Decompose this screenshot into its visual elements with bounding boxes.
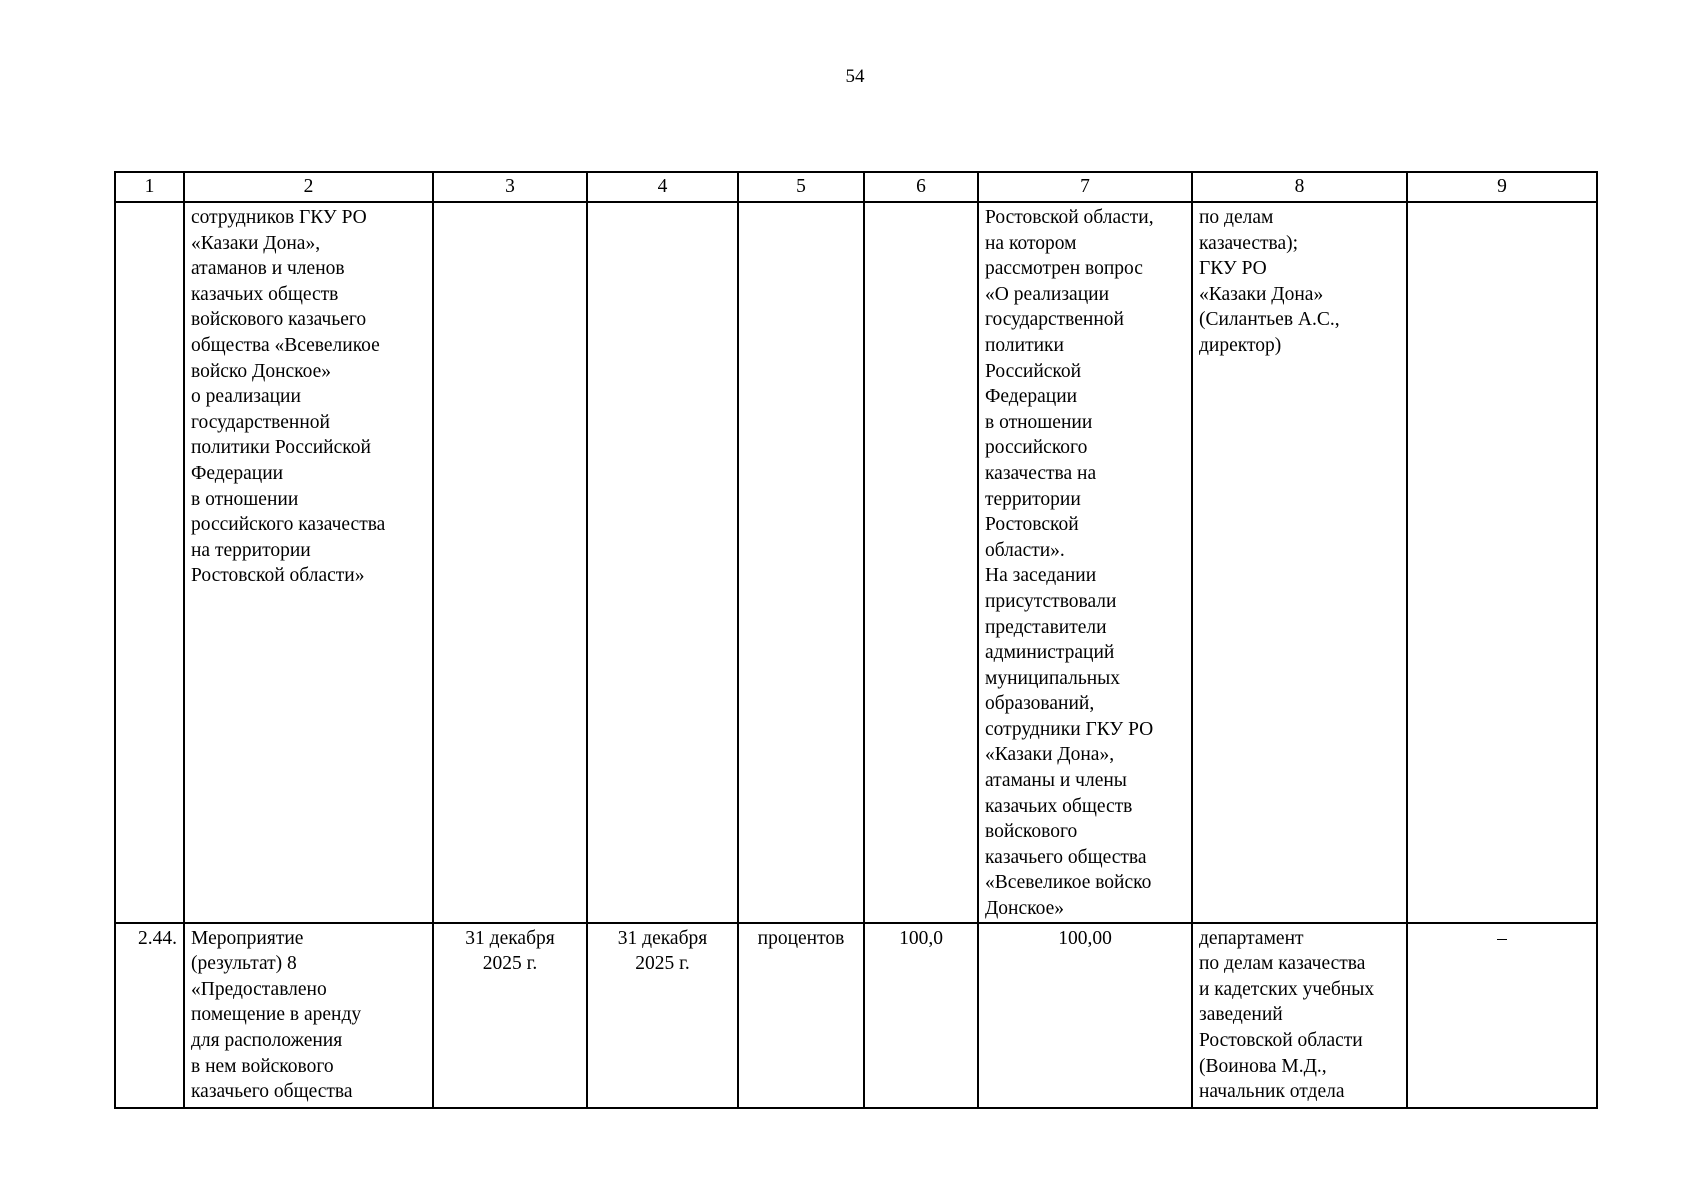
column-header: 4 xyxy=(587,172,738,202)
table-cell xyxy=(738,202,864,923)
table-cell xyxy=(433,202,587,923)
table-cell: Ростовской области, на котором рассмотрен вопрос «О реализации государственной политики Российской Федерации в отношении российского казачества на территории Ростовской области». На заседании присутствовали представители администраций муниципальных образований, сотрудники ГКУ РО «Казаки Дона», атаманы и члены казачьих обществ войскового казачьего общества «Всевеликое войско Донское» xyxy=(978,202,1192,923)
table-cell: Мероприятие (результат) 8 «Предоставлено помещение в аренду для расположения в нем войскового казачьего общества xyxy=(184,923,433,1108)
table-cell: – xyxy=(1407,923,1597,1108)
table-cell: 31 декабря 2025 г. xyxy=(433,923,587,1108)
table-cell: департамент по делам казачества и кадетских учебных заведений Ростовской области (Воинова М.Д., начальник отдела xyxy=(1192,923,1407,1108)
column-header: 7 xyxy=(978,172,1192,202)
table-cell xyxy=(115,202,184,923)
table-cell xyxy=(1407,202,1597,923)
table-cell: 100,0 xyxy=(864,923,978,1108)
column-header: 5 xyxy=(738,172,864,202)
column-header: 6 xyxy=(864,172,978,202)
column-header: 2 xyxy=(184,172,433,202)
table-cell xyxy=(587,202,738,923)
table-cell: 2.44. xyxy=(115,923,184,1108)
table-row xyxy=(115,923,1597,1108)
column-header: 9 xyxy=(1407,172,1597,202)
table-cell: 31 декабря 2025 г. xyxy=(587,923,738,1108)
table-cell: 100,00 xyxy=(978,923,1192,1108)
column-header: 1 xyxy=(115,172,184,202)
table-header-row xyxy=(115,172,1597,202)
table-cell: процентов xyxy=(738,923,864,1108)
table-row xyxy=(115,202,1597,923)
table-cell: по делам казачества); ГКУ РО «Казаки Дона» (Силантьев А.С., директор) xyxy=(1192,202,1407,923)
column-header: 8 xyxy=(1192,172,1407,202)
column-header: 3 xyxy=(433,172,587,202)
table-cell: сотрудников ГКУ РО «Казаки Дона», атаманов и членов казачьих обществ войскового казачьего общества «Всевеликое войско Донское» о реализации государственной политики Российской Федерации в отношении российского казачества на территории Ростовской области» xyxy=(184,202,433,923)
table-cell xyxy=(864,202,978,923)
report-table xyxy=(114,171,1598,1109)
page-number: 54 xyxy=(845,66,865,87)
